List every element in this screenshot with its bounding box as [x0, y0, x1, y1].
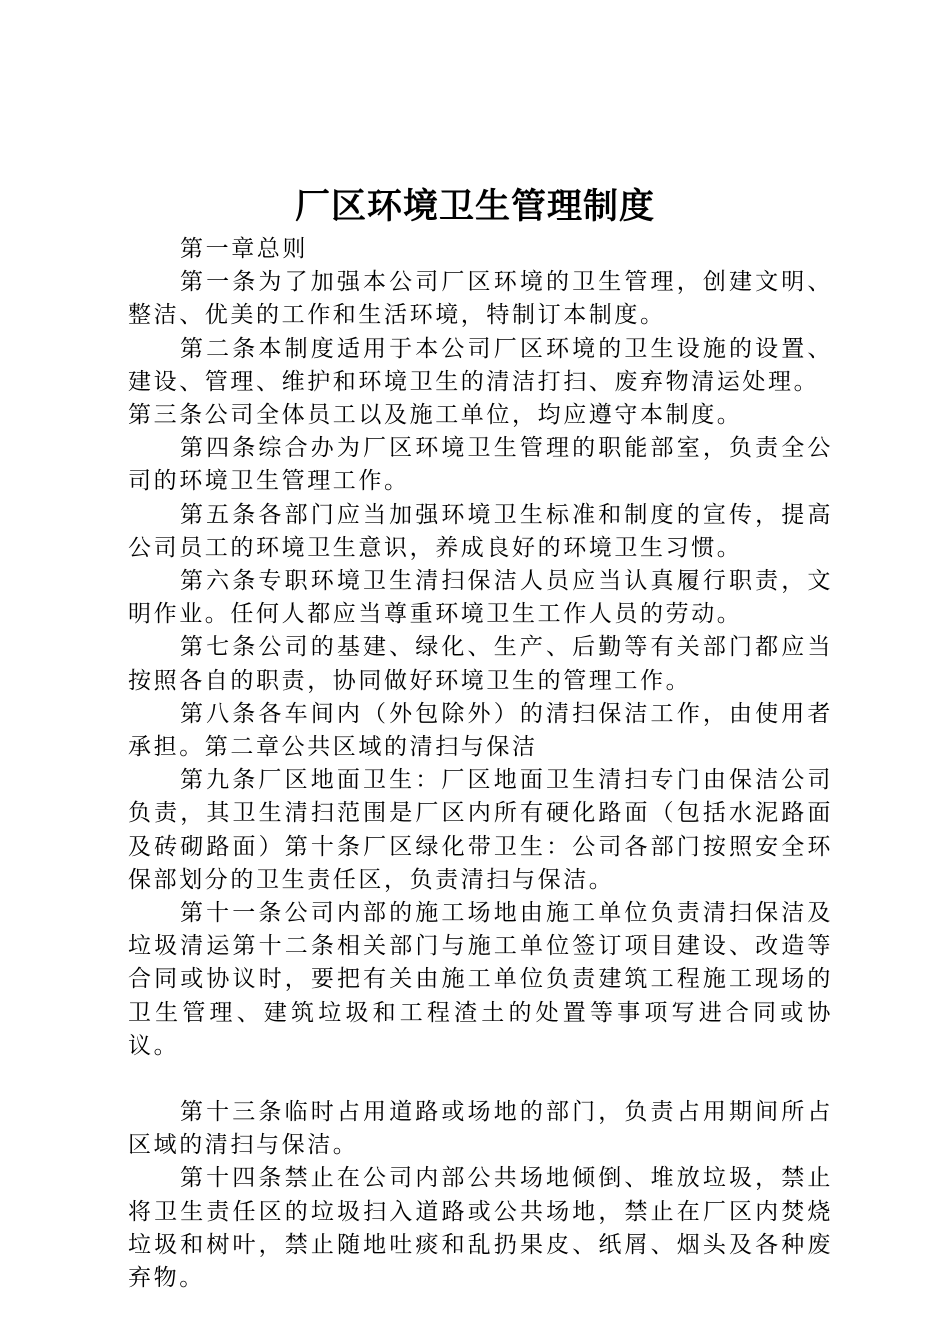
article-1: 第一条为了加强本公司厂区环境的卫生管理，创建文明、整洁、优美的工作和生活环境，特制订本制度。: [128, 269, 833, 329]
article-11-12: 第十一条公司内部的施工场地由施工单位负责清扫保洁及垃圾清运第十二条相关部门与施工单位签订项目建设、改造等合同或协议时，要把有关由施工单位负责建筑工程施工现场的卫生管理、建筑垃圾和工程渣土的处置等事项写进合同或协议。: [128, 900, 833, 1059]
article-14: 第十四条禁止在公司内部公共场地倾倒、堆放垃圾，禁止将卫生责任区的垃圾扫入道路或公共场地，禁止在厂区内焚烧垃圾和树叶，禁止随地吐痰和乱扔果皮、纸屑、烟头及各种废弃物。: [128, 1165, 833, 1292]
article-13: 第十三条临时占用道路或场地的部门，负责占用期间所占区域的清扫与保洁。: [128, 1099, 833, 1159]
chapter-heading-1: 第一章总则: [180, 236, 308, 262]
article-9-10: 第九条厂区地面卫生：厂区地面卫生清扫专门由保洁公司负责，其卫生清扫范围是厂区内所有硬化路面（包括水泥路面及砖砌路面）第十条厂区绿化带卫生：公司各部门按照安全环保部划分的卫生责任区，负责清扫与保洁。: [128, 767, 833, 893]
article-3: 第三条公司全体员工以及施工单位，均应遵守本制度。: [128, 402, 743, 429]
article-6: 第六条专职环境卫生清扫保洁人员应当认真履行职责，文明作业。任何人都应当尊重环境卫生工作人员的劳动。: [128, 568, 833, 628]
article-7: 第七条公司的基建、绿化、生产、后勤等有关部门都应当按照各自的职责，协同做好环境卫生的管理工作。: [128, 634, 833, 694]
document-title: 厂区环境卫生管理制度: [294, 187, 655, 227]
article-8: 第八条各车间内（外包除外）的清扫保洁工作，由使用者承担。第二章公共区域的清扫与保洁: [128, 700, 833, 761]
article-2: 第二条本制度适用于本公司厂区环境的卫生设施的设置、建设、管理、维护和环境卫生的清洁打扫、废弃物清运处理。: [128, 335, 833, 395]
document-body: [128, 233, 833, 1295]
article-5: 第五条各部门应当加强环境卫生标准和制度的宣传，提高公司员工的环境卫生意识，养成良好的环境卫生习惯。: [128, 501, 833, 561]
article-4: 第四条综合办为厂区环境卫生管理的职能部室，负责全公司的环境卫生管理工作。: [128, 435, 833, 495]
